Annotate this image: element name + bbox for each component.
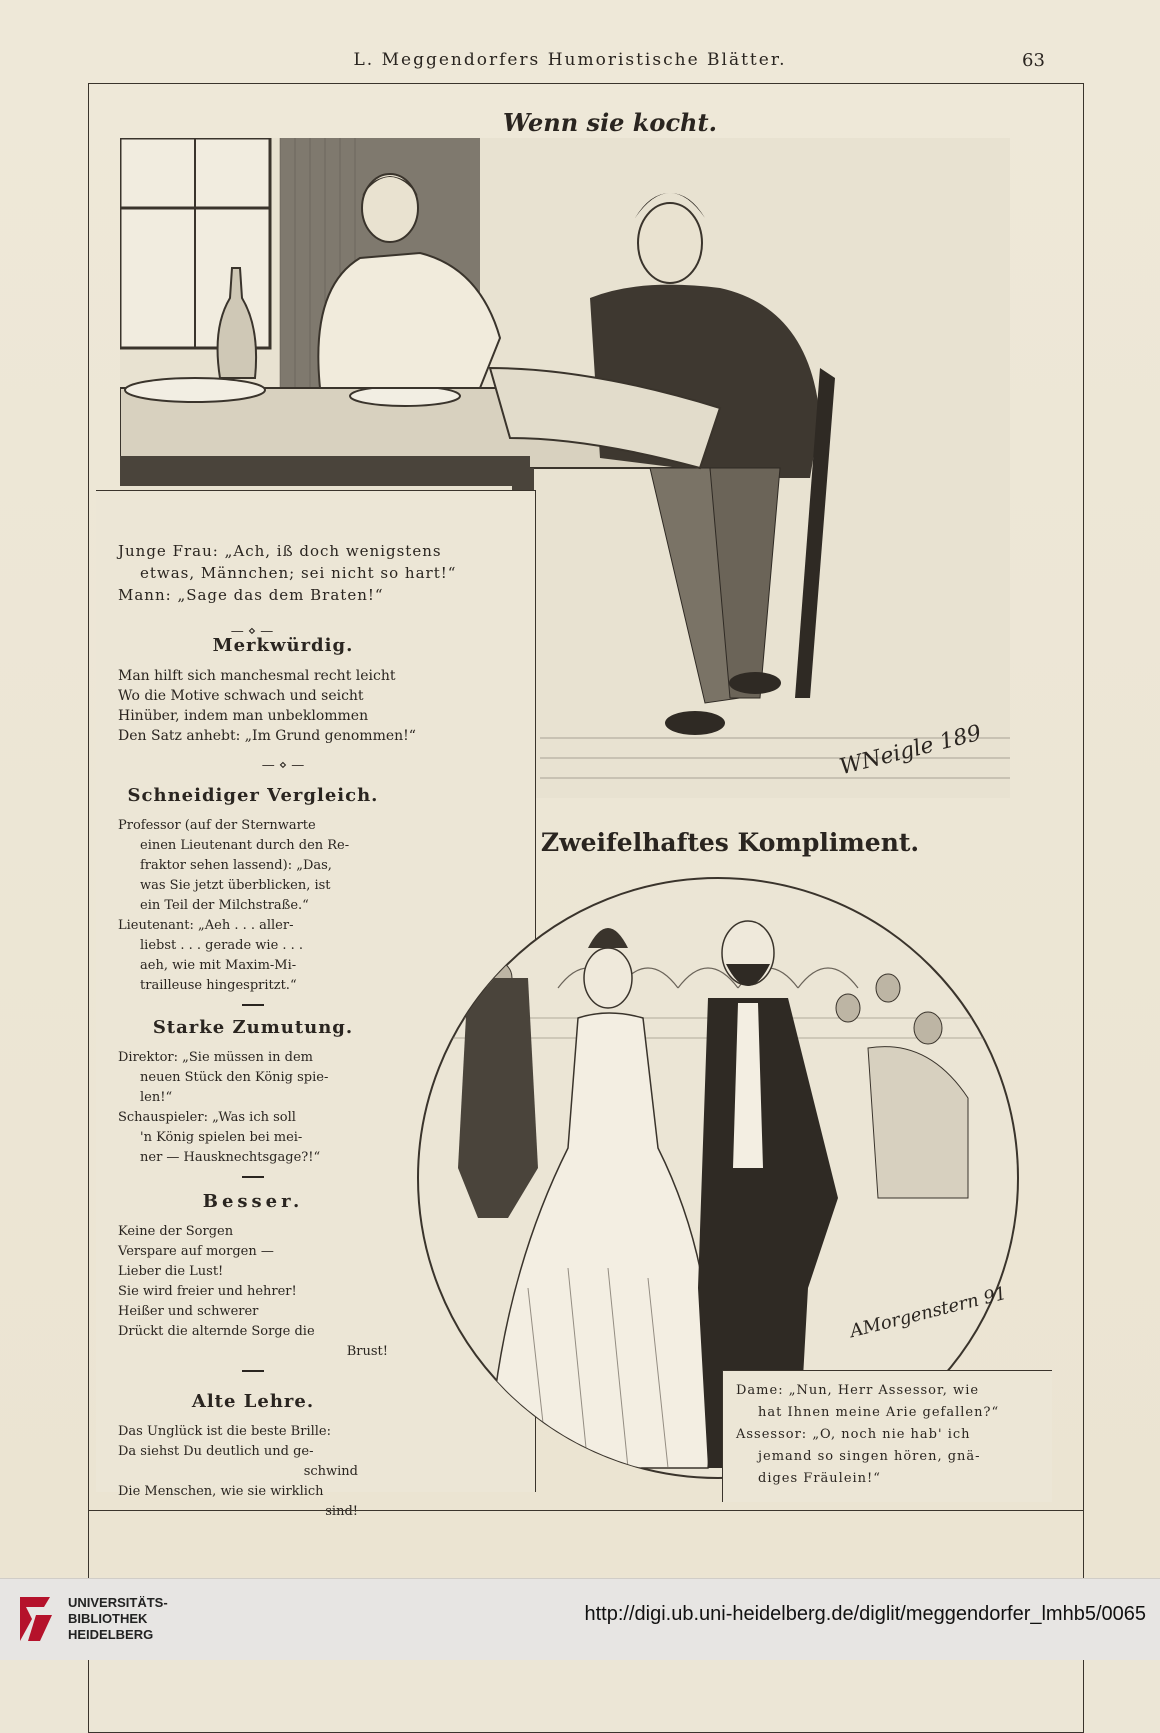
cartoon-title-zweifelhaftes-kompliment: Zweifelhaftes Kompliment. [540,828,920,857]
verse-line: 'n König spielen bei mei- [140,1130,303,1145]
section-rule [242,1004,264,1006]
verse-line: len!“ [140,1090,173,1105]
section-besser [118,1192,388,1380]
caption-line: Assessor: „O, noch nie hab' ich [736,1427,971,1442]
verse-line: Lieber die Lust! [118,1264,224,1279]
verse-line: trailleuse hingespritzt.“ [140,978,297,993]
caption-line: diges Fräulein!“ [758,1471,881,1486]
artist-signature-morgenstern: AMorgenstern 91 [847,1282,1009,1343]
verse-line: Lieutenant: „Aeh . . . aller- [118,918,294,933]
library-name [68,1595,168,1643]
plate [125,378,265,402]
source-url-link[interactable]: http://digi.ub.uni-heidelberg.de/diglit/meggendorfer_lmhb5/0065 [584,1603,1146,1625]
separator: — ⋄ — [261,758,305,773]
cartoon-title-wenn-sie-kocht: Wenn sie kocht. [503,108,717,137]
verse-line: Brust! [346,1344,388,1359]
verse-line: Die Menschen, wie sie wirklich [118,1484,324,1499]
verse-line: fraktor sehen lassend): „Das, [140,858,332,873]
verse-line: Sie wird freier und hehrer! [118,1284,297,1299]
caption-line: hat Ihnen meine Arie gefallen?“ [758,1405,1000,1420]
section-starke-zumutung [118,1018,388,1186]
section-merkwuerdig [118,636,448,786]
verse-line: schwind [303,1464,358,1479]
caption-line: Dame: „Nun, Herr Assessor, wie [736,1383,980,1398]
figure-waiter [458,978,538,1218]
verse-line: Hinüber, indem man unbeklommen [118,708,369,724]
verse-line: Verspare auf morgen — [118,1244,274,1259]
verse-line: was Sie jetzt überblicken, ist [140,878,331,893]
verse-line: Drückt die alternde Sorge die [118,1324,315,1339]
library-name-line: UNIVERSITÄTS- [68,1595,168,1610]
frame-bottom-rule [88,1510,1084,1511]
verse-line: liebst . . . gerade wie . . . [140,938,304,953]
artist-signature-neigle: WNeigle 189 [837,720,984,781]
heading-merkwuerdig: Merkwürdig. [212,635,354,656]
caption-line: Junge Frau: „Ach, iß doch wenigstens [118,542,442,560]
section-rule [242,1176,264,1178]
university-logo-icon [14,1593,56,1645]
verse-line: Das Unglück ist die beste Brille: [118,1424,331,1439]
page-number: 63 [1022,50,1045,71]
verse-line: neuen Stück den König spie- [140,1070,329,1085]
verse-line: sind! [325,1504,358,1519]
separator: — ⋄ — [230,624,274,639]
heading-starke-zumutung: Starke Zumutung. [152,1017,354,1038]
verse-line: Wo die Motive schwach und seicht [118,688,364,704]
verse-line: ner — Hausknechtsgage?!“ [140,1150,321,1165]
heading-schneidiger-vergleich: Schneidiger Vergleich. [127,785,379,806]
heading-besser: Besser. [202,1191,304,1212]
section-schneidiger-vergleich [118,786,388,1014]
verse-line: Da siehst Du deutlich und ge- [118,1444,314,1459]
running-title: L. Meggendorfers Humoristische Blätter. [353,50,787,70]
verse-line: Professor (auf der Sternwarte [118,818,316,833]
caption-line: etwas, Männchen; sei nicht so hart!“ [140,564,457,582]
verse-line: Den Satz anhebt: „Im Grund genommen!“ [118,728,416,744]
caption-line: jemand so singen hören, gnä- [758,1449,981,1464]
cartoon2-caption [736,1380,1056,1490]
verse-line: aeh, wie mit Maxim-Mi- [140,958,297,973]
section-alte-lehre [118,1392,388,1522]
verse-line: Man hilft sich manchesmal recht leicht [118,668,396,684]
verse-line: Heißer und schwerer [118,1304,259,1319]
verse-line: Keine der Sorgen [118,1224,234,1239]
verse-line: Direktor: „Sie müssen in dem [118,1050,314,1065]
library-name-line: BIBLIOTHEK [68,1611,148,1626]
library-footer [0,1578,1160,1660]
cartoon1-caption [118,540,538,606]
verse-line: einen Lieutenant durch den Re- [140,838,350,853]
section-rule [242,1370,264,1372]
library-name-line: HEIDELBERG [68,1627,154,1642]
caption-line: Mann: „Sage das dem Braten!“ [118,586,384,604]
verse-line: Schauspieler: „Was ich soll [118,1110,296,1125]
verse-line: ein Teil der Milchstraße.“ [140,898,309,913]
heading-alte-lehre: Alte Lehre. [191,1391,315,1412]
